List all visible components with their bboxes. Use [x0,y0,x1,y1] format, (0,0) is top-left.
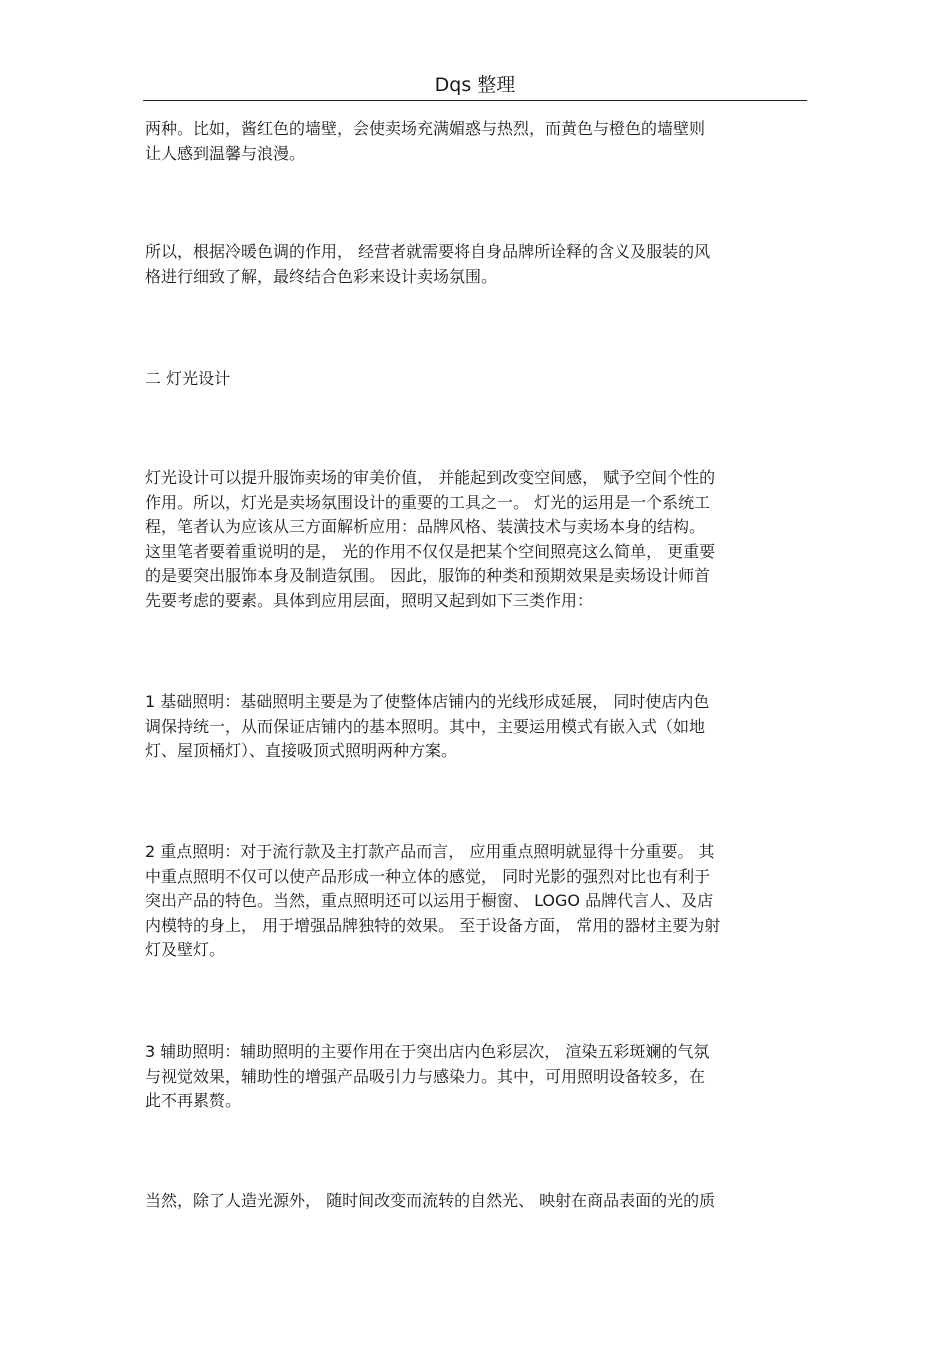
text-line: 这里笔者要着重说明的是， 光的作用不仅仅是把某个空间照亮这么简单， 更重要 [145,541,716,561]
paragraph-lighting-intro [145,466,809,614]
text-line: 3 辅助照明：辅助照明的主要作用在于突出店内色彩层次， 渲染五彩斑斓的气氛 [145,1042,710,1061]
text-line: 1 基础照明：基础照明主要是为了使整体店铺内的光线形成延展， 同时使店内色 [145,692,710,711]
paragraph-natural-light [145,1189,809,1214]
page-header: Dqs 整理 [434,74,516,96]
text-line: 内模特的身上， 用于增强品牌独特的效果。 至于设备方面， 常用的器材主要为射 [145,915,721,935]
text-line: 灯、屋顶桶灯）、直接吸顶式照明两种方案。 [145,741,458,761]
text-line: 两种。比如，酱红色的墙壁，会使卖场充满媚惑与热烈，而黄色与橙色的墙壁则 [145,119,706,138]
section-heading-lighting [145,367,809,392]
paragraph-basic-lighting [145,690,809,764]
text-line: 让人感到温馨与浪漫。 [145,143,306,163]
header-rule [143,100,807,101]
paragraph-color-conclusion [145,240,809,289]
paragraph-accent-lighting [145,840,809,963]
paragraph-color-effect [145,117,809,166]
text-line: 的是要突出服饰本身及制造氛围。 因此，服饰的种类和预期效果是卖场设计师首 [145,566,711,586]
text-line: 作用。所以，灯光是卖场氛围设计的重要的工具之一。 灯光的运用是一个系统工 [145,492,711,512]
text-line: 与视觉效果，辅助性的增强产品吸引力与感染力。其中，可用照明设备较多，在 [145,1066,706,1086]
heading-text: 二 灯光设计 [145,369,231,388]
text-line: 突出产品的特色。当然，重点照明还可以运用于橱窗、 LOGO 品牌代言人、及店 [145,891,714,911]
paragraph-auxiliary-lighting [145,1040,809,1114]
text-line: 灯光设计可以提升服饰卖场的审美价值， 并能起到改变空间感， 赋予空间个性的 [145,468,716,487]
text-line: 此不再累赘。 [145,1091,242,1111]
text-line: 调保持统一，从而保证店铺内的基本照明。其中，主要运用模式有嵌入式（如地 [145,716,706,736]
text-line: 先要考虑的要素。具体到应用层面，照明又起到如下三类作用： [145,590,594,610]
text-line: 灯及壁灯。 [145,940,226,960]
text-line: 程，笔者认为应该从三方面解析应用：品牌风格、装潢技术与卖场本身的结构。 [145,517,706,537]
text-line: 当然，除了人造光源外， 随时间改变而流转的自然光、 映射在商品表面的光的质 [145,1191,716,1210]
text-line: 所以，根据冷暖色调的作用， 经营者就需要将自身品牌所诠释的含义及服装的风 [145,242,711,261]
text-line: 中重点照明不仅可以使产品形成一种立体的感觉， 同时光影的强烈对比也有利于 [145,866,711,886]
text-line: 2 重点照明：对于流行款及主打款产品而言， 应用重点照明就显得十分重要。 其 [145,842,715,861]
text-line: 格进行细致了解，最终结合色彩来设计卖场氛围。 [145,266,498,286]
